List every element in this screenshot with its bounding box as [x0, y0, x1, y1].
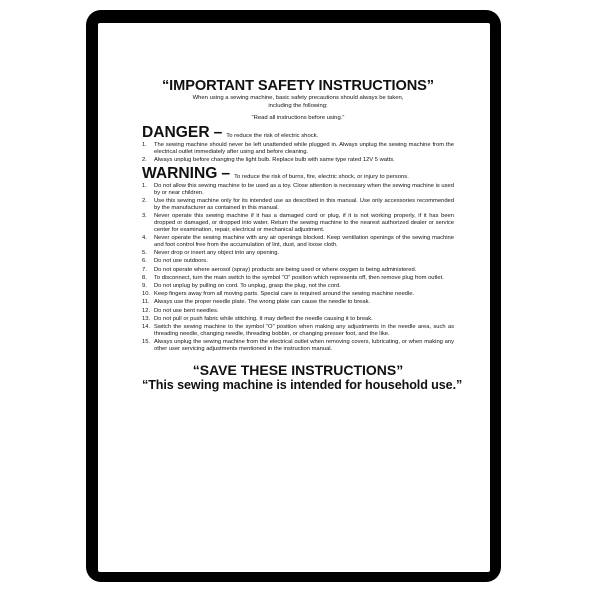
- list-item: [142, 267, 454, 274]
- item-number: 3.: [142, 213, 147, 220]
- list-item: [142, 183, 454, 197]
- item-number: 14.: [142, 323, 151, 330]
- page-title: “IMPORTANT SAFETY INSTRUCTIONS”: [161, 78, 435, 94]
- item-text: Do not use bent needles.: [154, 307, 219, 314]
- item-text: To disconnect, turn the main switch to the symbol “O” position which represents off, then remove plug from outlet.: [154, 274, 444, 281]
- item-number: 13.: [142, 315, 151, 322]
- list-item: [142, 324, 454, 338]
- danger-heading: [142, 125, 454, 141]
- item-number: 9.: [142, 282, 147, 289]
- intro-line: When using a sewing machine, basic safety precautions should always be taken,: [192, 95, 404, 101]
- item-text: Keep fingers away from all moving parts. Special care is required around the sewing machine needle.: [154, 291, 415, 298]
- danger-list: [142, 142, 454, 164]
- warning-list: [142, 183, 454, 353]
- item-number: 5.: [142, 250, 147, 257]
- item-number: 12.: [142, 307, 151, 314]
- list-item: [142, 142, 454, 156]
- item-number: 1.: [142, 141, 147, 148]
- warning-label: WARNING: [142, 164, 218, 182]
- item-number: 2.: [142, 156, 147, 163]
- item-number: 2.: [142, 197, 147, 204]
- warning-note: To reduce the risk of burns, fire, electric shock, or injury to persons.: [234, 173, 409, 180]
- list-item: [142, 316, 454, 323]
- list-item: [142, 275, 454, 282]
- item-number: 11.: [142, 299, 150, 306]
- danger-dash: –: [213, 123, 223, 141]
- safety-instructions: [142, 77, 463, 393]
- household-use-note: “This sewing machine is intended for household use.”: [142, 377, 463, 392]
- item-number: 1.: [142, 182, 147, 189]
- read-instructions-line: “Read all instructions before using.”: [251, 115, 345, 122]
- item-number: 15.: [142, 339, 151, 346]
- item-text: Switch the sewing machine to the symbol “O” position when making any adjustments in the needle area, such as threading needle, changing needle, threading bobbin, or changing presser foot, and the like.: [154, 323, 454, 337]
- list-item: [142, 258, 454, 265]
- list-item: [142, 339, 454, 353]
- item-number: 7.: [142, 266, 147, 273]
- item-text: Do not use outdoors.: [154, 258, 208, 265]
- intro-line: including the following:: [268, 102, 328, 109]
- item-text: Always unplug before changing the light bulb. Replace bulb with same type rated 12V 5 watts.: [154, 156, 395, 163]
- item-text: Always unplug the sewing machine from the electrical outlet when removing covers, lubricating, or when making any other user servicing adjustments mentioned in the instruction manual.: [154, 339, 454, 352]
- list-item: [142, 213, 454, 234]
- item-text: Do not operate where aerosol (spray) products are being used or where oxygen is being administered.: [154, 266, 417, 273]
- item-number: 10.: [142, 291, 151, 298]
- item-text: Do not unplug by pulling on cord. To unplug, grasp the plug, not the cord.: [154, 282, 341, 289]
- item-text: The sewing machine should never be left unattended while plugged in. Always unplug the sewing machine from the electrical outlet immediately after using and before cleaning.: [154, 141, 454, 155]
- save-instructions-title: “SAVE THESE INSTRUCTIONS”: [192, 361, 404, 378]
- danger-label: DANGER: [142, 123, 210, 141]
- warning-heading: [142, 166, 454, 182]
- list-item: [142, 308, 454, 315]
- item-text: Always use the proper needle plate. The wrong plate can cause the needle to break.: [154, 299, 371, 306]
- item-text: Never drop or insert any object into any opening.: [154, 250, 280, 257]
- manual-page: [98, 23, 490, 572]
- item-text: Never operate the sewing machine with any air openings blocked. Keep ventilation openings of the sewing machine and foot control free from the accumulation of lint, dust, and loose cloth.: [154, 235, 454, 248]
- item-number: 8.: [142, 274, 147, 281]
- item-number: 6.: [142, 258, 147, 265]
- warning-dash: –: [221, 164, 231, 182]
- item-text: Do not pull or push fabric while stitching. It may deflect the needle causing it to break.: [154, 315, 373, 322]
- list-item: [142, 299, 454, 306]
- list-item: [142, 157, 454, 164]
- item-text: Use this sewing machine only for its intended use as described in this manual. Use only accessories recommended by the manufacturer as contained in this manual.: [154, 197, 454, 211]
- danger-note: To reduce the risk of electric shock.: [226, 132, 319, 139]
- list-item: [142, 198, 454, 212]
- list-item: [142, 291, 454, 298]
- list-item: [142, 250, 454, 257]
- intro-text: [142, 95, 454, 123]
- list-item: [142, 283, 454, 290]
- item-text: Never operate this sewing machine if it has a damaged cord or plug, if it is not working properly, if it has been dropped or damaged, or dropped into water. Return the sewing machine to the nearest authorized dealer or service center for examination, repair, electrical or mechanical adjustment.: [154, 213, 454, 233]
- item-text: Do not allow this sewing machine to be used as a toy. Close attention is necessary when the sewing machine is used by or near children.: [154, 182, 454, 196]
- list-item: [142, 235, 454, 249]
- item-number: 4.: [142, 235, 147, 242]
